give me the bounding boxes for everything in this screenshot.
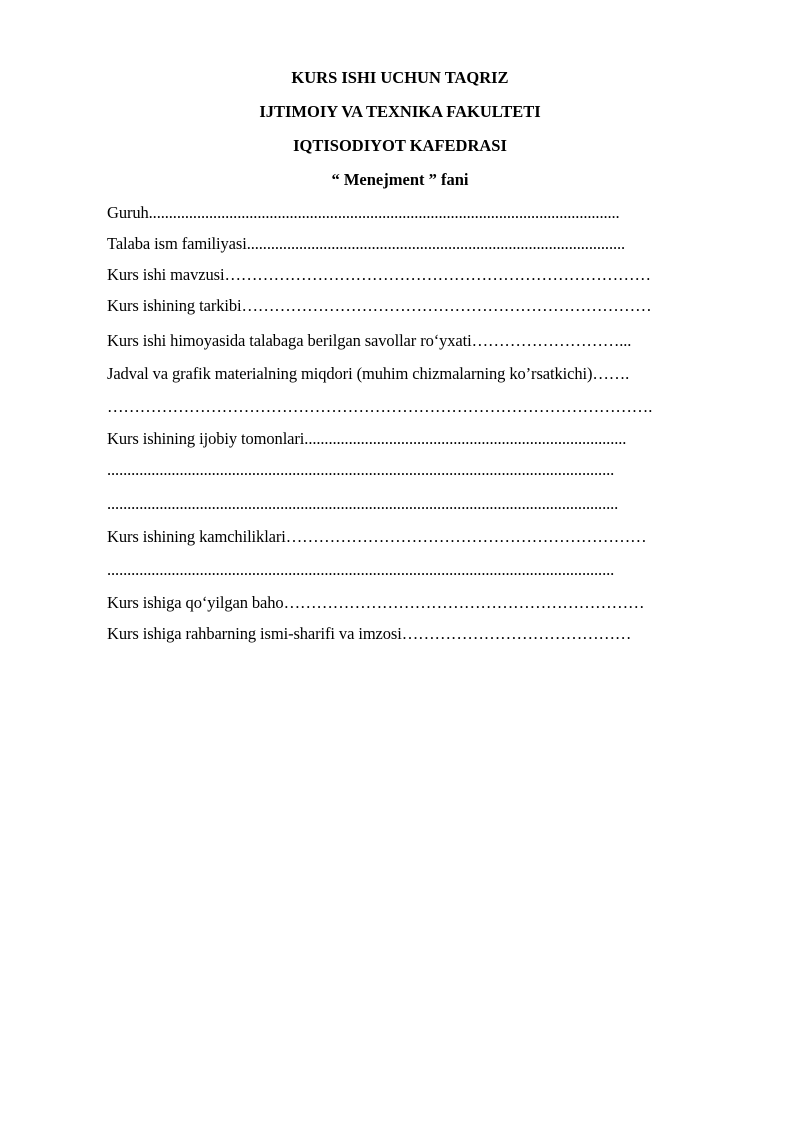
tables-graphics-field: Jadval va grafik materialning miqdori (muhim chizmalarning ko’rsatkichi)……. bbox=[107, 364, 630, 383]
tables-graphics-continuation: ………………………………………………………………………………………. bbox=[107, 397, 653, 416]
grade-field: Kurs ishiga qo‘yilgan baho………………………………………………………… bbox=[107, 593, 645, 612]
student-name-field: Talaba ism familiyasi.............................................................................................. bbox=[107, 234, 626, 253]
supervisor-signature-field: Kurs ishiga rahbarning ismi-sharifi va imzosi…………………………………… bbox=[107, 624, 632, 643]
group-field: Guruh..................................................................................................................... bbox=[107, 203, 620, 222]
department-heading: IQTISODIYOT KAFEDRASI bbox=[293, 136, 507, 155]
review-title: KURS ISHI UCHUN TAQRIZ bbox=[291, 68, 509, 87]
shortcomings-field: Kurs ishining kamchiliklari………………………………………………………… bbox=[107, 527, 647, 546]
shortcomings-line-2: .............................................................................................................................. bbox=[107, 560, 615, 579]
positive-aspects-line-2: .............................................................................................................................. bbox=[107, 460, 615, 479]
questions-field: Kurs ishi himoyasida talabaga berilgan savollar ro‘yxati………………………... bbox=[107, 331, 632, 350]
structure-field: Kurs ishining tarkibi………………………………………………………………… bbox=[107, 296, 652, 315]
subject-heading: “ Menejment ” fani bbox=[331, 170, 469, 189]
positive-aspects-field: Kurs ishining ijobiy tomonlari................................................................................ bbox=[107, 429, 627, 448]
faculty-heading: IJTIMOIY VA TEXNIKA FAKULTETI bbox=[259, 102, 541, 121]
topic-field: Kurs ishi mavzusi…………………………………………………………………… bbox=[107, 265, 651, 284]
positive-aspects-line-3: ............................................................................................................................... bbox=[107, 494, 619, 513]
